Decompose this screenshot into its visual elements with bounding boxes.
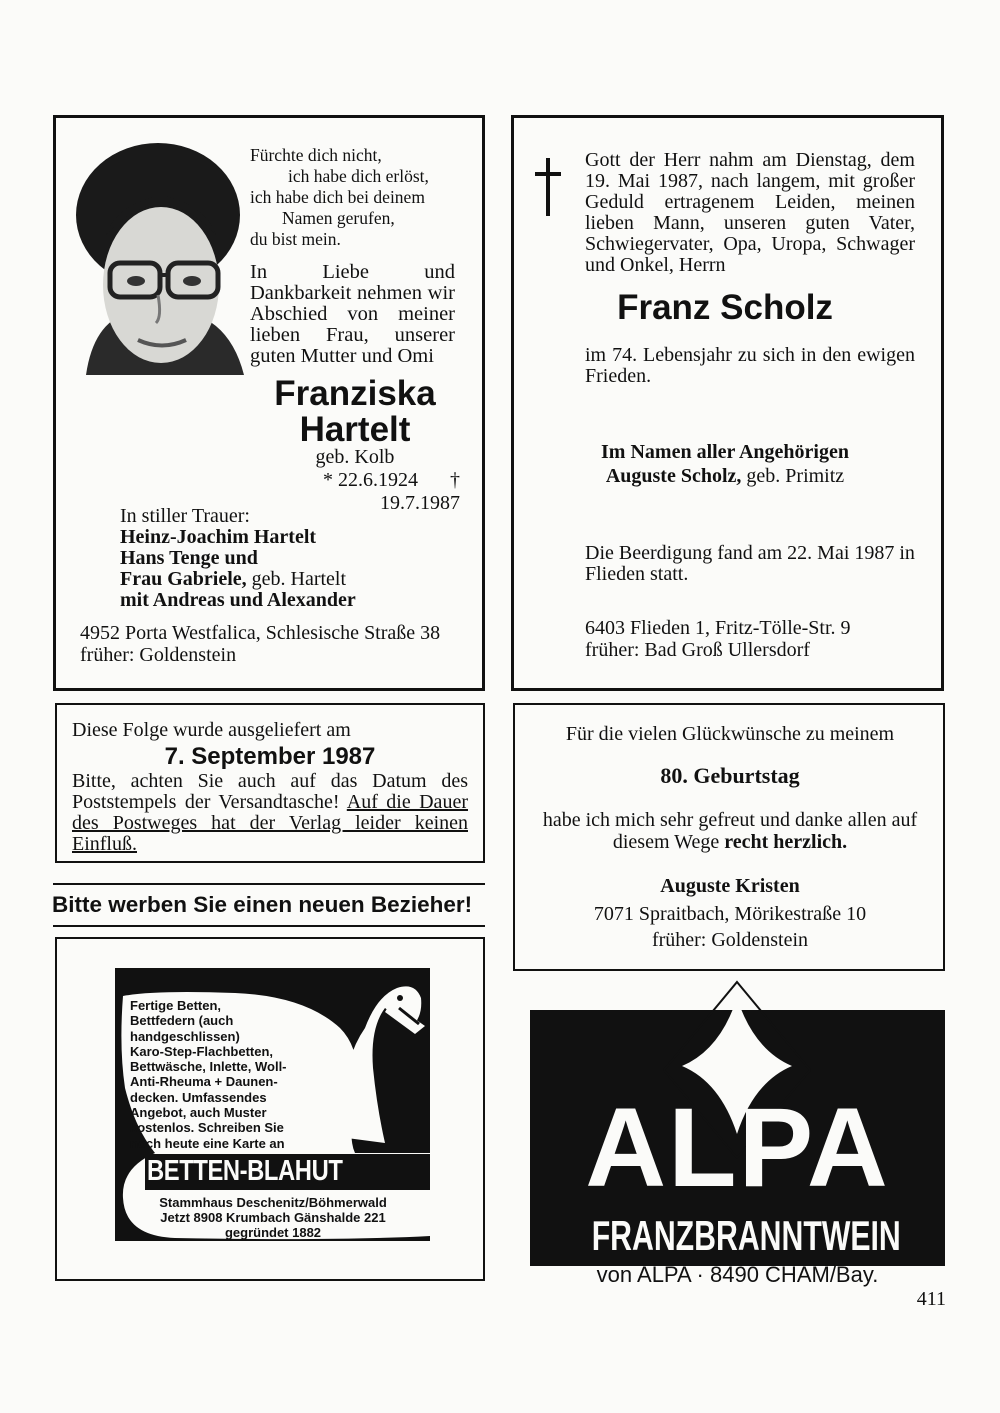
address-block xyxy=(80,622,480,666)
delivery-text: Bitte, achten Sie auch auf das Datum des Poststempels der Versandtasche! xyxy=(72,770,468,813)
signer: Auguste Scholz, xyxy=(605,465,742,487)
deceased-first-name: Franziska xyxy=(274,374,436,413)
maiden-name: geb. Kolb xyxy=(315,446,395,468)
alpa-footer: von ALPA · 8490 CHAM/Bay. xyxy=(596,1262,879,1287)
delivery-date: 7. September 1987 xyxy=(164,743,376,770)
signer-maiden: geb. Primitz xyxy=(741,465,845,487)
signature-intro: Im Namen aller Angehörigen xyxy=(601,441,849,463)
birth-date: * 22.6.1924 xyxy=(323,469,418,491)
betten-line: handgeschlissen) xyxy=(130,1028,240,1044)
deceased-name: Franz Scholz xyxy=(617,288,833,327)
betten-line: Karo-Step-Flachbetten, xyxy=(130,1043,274,1059)
betten-address-line: Jetzt 8908 Krumbach Gänshalde 221 xyxy=(160,1210,386,1225)
delivery-intro: Diese Folge wurde ausgeliefert am xyxy=(72,719,351,741)
deceased-last-name: Hartelt xyxy=(299,410,411,449)
address-block xyxy=(585,617,925,661)
verse-line: du bist mein. xyxy=(250,229,341,249)
delivery-notice xyxy=(72,720,468,855)
funeral-info: Die Beerdigung fand am 22. Mai 1987 in Flieden statt. xyxy=(585,542,915,585)
address: 4952 Porta Westfalica, Schlesische Straße 38 xyxy=(80,622,441,644)
verse-line: Namen gerufen, xyxy=(282,208,395,228)
alpa-brand: ALPA xyxy=(585,1085,890,1210)
age-text: im 74. Lebensjahr zu sich in den ewigen Frieden. xyxy=(585,344,915,387)
page-number: 411 xyxy=(916,1288,946,1310)
verse-line: Fürchte dich nicht, xyxy=(250,145,382,165)
bible-verse xyxy=(250,145,460,250)
birthday-address: 7071 Spraitbach, Mörikestraße 10 xyxy=(593,903,867,925)
recruit-rule-top xyxy=(53,883,485,885)
death-date: † 19.7.1987 xyxy=(380,469,460,514)
verse-line: ich habe dich erlöst, xyxy=(288,166,429,186)
mourner: Heinz-Joachim Hartelt xyxy=(120,526,317,548)
mourning-intro: In stiller Trauer: xyxy=(120,505,250,527)
birthday-intro: Für die vielen Glückwünsche zu meinem xyxy=(565,723,895,745)
address: 6403 Flieden 1, Fritz-Tölle-Str. 9 xyxy=(585,617,851,639)
cross-icon xyxy=(533,158,563,216)
signature-block xyxy=(515,440,935,488)
recruit-slogan: Bitte werben Sie einen neuen Bezieher! xyxy=(52,892,473,917)
birthday-text: habe ich mich sehr gefreut und danke allen auf diesem Wege xyxy=(542,809,918,853)
delivery-body xyxy=(72,771,468,855)
mourner xyxy=(120,569,480,590)
mourner-name: Frau Gabriele, xyxy=(120,568,247,590)
betten-line: decken. Umfassendes xyxy=(130,1089,267,1105)
former-residence: früher: Goldenstein xyxy=(80,644,237,666)
portrait-photo xyxy=(66,135,246,375)
mourner: Hans Tenge und xyxy=(120,547,258,569)
obituary-opener: Gott der Herr nahm am Dienstag, dem 19. Mai 1987, nach langem, mit großer Geduld ertragenem Leiden, meinen lieben Mann, unseren guten Vater, Schwiegervater, Opa, Uropa, Schwager und Onkel, Herrn xyxy=(585,149,915,276)
betten-address xyxy=(118,1195,428,1240)
betten-line: Bettfedern (auch xyxy=(130,1013,234,1029)
betten-address-line: Stammhaus Deschenitz/Böhmerwald xyxy=(159,1195,387,1210)
birthday-notice xyxy=(515,723,945,951)
betten-address-line: gegründet 1882 xyxy=(224,1225,322,1240)
betten-line: noch heute eine Karte an xyxy=(130,1135,285,1151)
betten-line: Bettwäsche, Inlette, Woll- xyxy=(130,1059,287,1075)
betten-line: kostenlos. Schreiben Sie xyxy=(130,1120,284,1136)
deceased-name xyxy=(250,376,460,448)
betten-brand: BETTEN-BLAHUT xyxy=(147,1155,343,1187)
betten-line: Fertige Betten, xyxy=(130,998,222,1013)
betten-line: Angebot, auch Muster xyxy=(130,1105,267,1121)
mourners-list xyxy=(120,506,480,611)
mourner-maiden: geb. Hartelt xyxy=(246,568,347,590)
mourner: mit Andreas und Alexander xyxy=(120,589,356,611)
alpa-product: FRANZBRANNTWEIN xyxy=(591,1212,901,1259)
former-residence: früher: Bad Groß Ullersdorf xyxy=(585,639,810,661)
betten-line: Anti-Rheuma + Daunen- xyxy=(130,1074,278,1090)
farewell-text: In Liebe und Dankbarkeit nehmen wir Abschied von meiner lieben Frau, unserer guten Mutter und Omi xyxy=(250,261,455,367)
betten-ad-text xyxy=(130,998,370,1151)
signature-name xyxy=(515,464,935,488)
birthday-body xyxy=(515,809,945,853)
delivery-underlined: Auf die Dauer des Postweges hat der Verlag leider keinen Einfluß. xyxy=(72,791,468,855)
birthday-former: früher: Goldenstein xyxy=(651,929,809,951)
birthday-title: 80. Geburtstag xyxy=(660,763,800,788)
recruit-rule-bottom xyxy=(53,925,485,927)
birthday-signer: Auguste Kristen xyxy=(660,875,800,897)
birthday-text-bold: recht herzlich. xyxy=(724,831,848,853)
verse-line: ich habe dich bei deinem xyxy=(250,187,425,207)
